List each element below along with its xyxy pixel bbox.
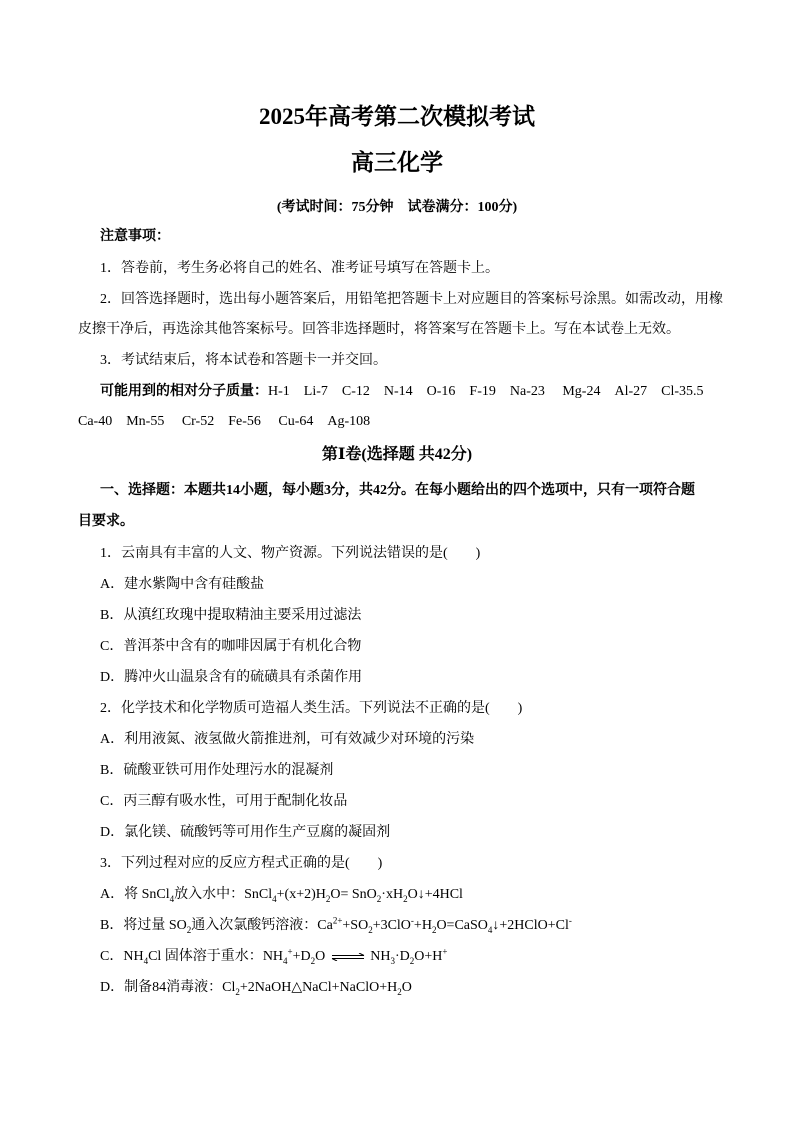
notice-item-2-line-2: 皮擦干净后，再选涂其他答案标号。回答非选择题时，将答案写在答题卡上。写在本试卷上无效。	[78, 322, 680, 337]
q3-option-d: D．制备84消毒液：$Cl_2+2NaOH\triangle NaCl+NaClO+H_2O$	[100, 980, 412, 997]
exam-title: 2025年高考第二次模拟考试	[259, 104, 535, 129]
molar-masses-line-1	[100, 383, 704, 401]
part1-instructions-line-1: 一、选择题：本题共14小题，每小题3分，共42分。在每小题给出的四个选项中，只有一项符合题	[100, 483, 695, 498]
heat-condition-icon: △	[291, 980, 303, 995]
q1-option-d: D．腾冲火山温泉含有的硫磺具有杀菌作用	[100, 670, 363, 685]
notice-item-3: 3．考试结束后，将本试卷和答题卡一并交回。	[100, 353, 387, 368]
q1-option-b: B．从滇红玫瑰中提取精油主要采用过滤法	[100, 608, 362, 623]
q3-stem: 3．下列过程对应的反应方程式正确的是( )	[100, 856, 383, 871]
section-title: 第Ⅰ卷(选择题 共42分)	[321, 446, 473, 463]
q2-option-b: B．硫酸亚铁可用作处理污水的混凝剂	[100, 763, 334, 778]
q2-option-c: C．丙三醇有吸水性，可用于配制化妆品	[100, 794, 348, 809]
molar-masses-values-1: H-1 Li-7 C-12 N-14 O-16 F-19 Na-23 Mg-24 Al-27 Cl-35.5	[268, 384, 704, 399]
notice-item-1: 1．答卷前，考生务必将自己的姓名、准考证号填写在答题卡上。	[100, 261, 499, 276]
notice-heading: 注意事项：	[100, 229, 170, 244]
part1-instructions-line-2: 目要求。	[78, 514, 134, 529]
q2-stem: 2．化学技术和化学物质可造福人类生活。下列说法不正确的是( )	[100, 701, 523, 716]
q3-option-c: C．$NH_4Cl$ 固体溶于重水：$NH_4^++D_2O$ $NH_3\cdot D_2O+H^+$	[100, 946, 448, 966]
equilibrium-arrow-icon	[331, 953, 365, 961]
q2-option-d: D．氯化镁、硫酸钙等可用作生产豆腐的凝固剂	[100, 825, 391, 840]
exam-subject: 高三化学	[351, 150, 443, 175]
q1-option-a: A．建水紫陶中含有硅酸盐	[100, 577, 265, 592]
molar-masses-label: 可能用到的相对分子质量：	[100, 384, 268, 399]
exam-info: (考试时间：75分钟 试卷满分：100分)	[276, 200, 518, 215]
q3-option-a: A．将 SnCl$_4$放入水中：$SnCl_4+(x+2)H_2O=$ $SnO_2\cdot xH_2O↓+4HCl$	[100, 887, 463, 904]
q3-option-b: B．将过量 $SO_2$通入次氯酸钙溶液：$Ca^{2+}+SO_2+3ClO^-+H_2O=CaSO_4↓+2HClO+Cl^-$	[100, 915, 572, 935]
notice-item-2-line-1: 2．回答选择题时，选出每小题答案后，用铅笔把答题卡上对应题目的答案标号涂黑。如需改动，用橡	[100, 292, 723, 307]
q2-option-a: A．利用液氮、液氢做火箭推进剂，可有效减少对环境的污染	[100, 732, 475, 747]
q1-stem: 1．云南具有丰富的人文、物产资源。下列说法错误的是( )	[100, 546, 481, 561]
molar-masses-line-2: Ca-40 Mn-55 Cr-52 Fe-56 Cu-64 Ag-108	[78, 414, 371, 429]
q1-option-c: C．普洱茶中含有的咖啡因属于有机化合物	[100, 639, 362, 654]
